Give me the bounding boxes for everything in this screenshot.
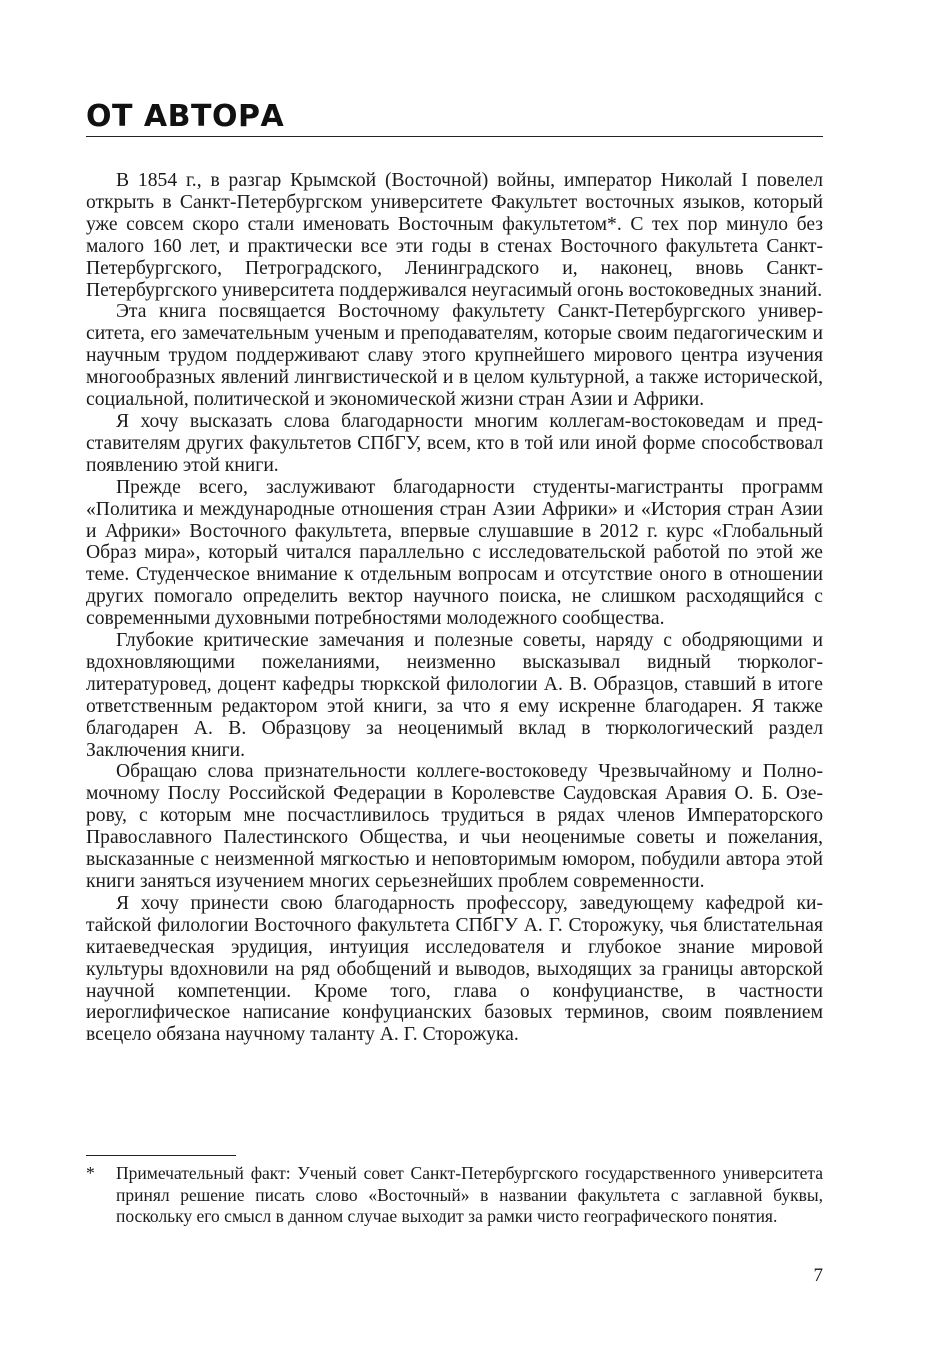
page-title: ОТ АВТОРА [86,99,285,134]
footnote-divider [86,1155,236,1156]
page-number: 7 [813,1265,823,1286]
title-divider [86,136,823,137]
paragraph: Я хочу высказать слова благодарности многим коллегам-востоковедам и представителям других факультетов СПбГУ, всем, кто в той или иной форме способствовал появлению этой книги. [86,410,823,476]
main-text [86,170,823,1046]
paragraph: Эта книга посвящается Восточному факультету Санкт-Петербургского университета, его замечательным ученым и преподавателям, которые своим педагогическим и научным трудом поддерживают славу этого крупнейшего мирового центра изучения многообразных явлений лингвистической и в целом культурной, а также исторической, социальной, политической и экономической жизни стран Азии и Африки. [86,301,823,411]
footnote-text: Примечательный факт: Ученый совет Санкт-Петербургского государственного университета принял решение писать слово «Восточный» в названии факультета с заглавной буквы, поскольку его смысл в данном случае выходит за рамки чисто географического понятия. [116,1163,823,1227]
paragraph: Обращаю слова признательности коллеге-востоковеду Чрезвычайному и Полномочному Послу Российской Федерации в Королевстве Саудовская Аравия О. Б. Озерову, с которым мне посчастливилось трудиться в рядах членов Императорского Православного Палестинского Общества, и чьи неоценимые советы и пожелания, высказанные с неизменной мягкостью и неповторимым юмором, побудили автора этой книги заняться изучением многих серьезнейших проблем современности. [86,761,823,892]
paragraph: Глубокие критические замечания и полезные советы, наряду с ободряющими и вдохновляющими пожеланиями, неизменно высказывал видный тюрколог-литературовед, доцент кафедры тюркской филологии А. В. Образцов, ставший в итоге ответственным редактором этой книги, за что я ему искренне благодарен. Я также благодарен А. В. Образцову за неоценимый вклад в тюркологический раздел Заключения книги. [86,630,823,761]
paragraph: В 1854 г., в разгар Крымской (Восточной) войны, император Николай I повелел открыть в Санкт-Петербургском университете Факультет восточных языков, который уже совсем скоро стали именовать Восточным факультетом*. С тех пор минуло без малого 160 лет, и практически все эти годы в стенах Восточного факультета Санкт-Петербургского, Петроградского, Ленинградского и, наконец, вновь Санкт-Петербургского университета поддерживался неугасимый огонь востоковедных знаний. [86,170,823,301]
paragraph: Я хочу принести свою благодарность профессору, заведующему кафедрой китайской филологии Восточного факультета СПбГУ А. Г. Сторожуку, чья блистательная китаеведческая эрудиция, интуиция исследователя и глубокое знание мировой культуры вдохновили на ряд обобщений и выводов, выходящих за границы авторской научной компетенции. Кроме того, глава о конфуцианстве, в частности иероглифическое написание конфуцианских базовых терминов, своим появлением всецело обязана научному таланту А. Г. Сторожука. [86,892,823,1046]
footnote [86,1163,823,1228]
footnote-mark: * [86,1163,95,1183]
book-page [86,0,823,1346]
paragraph: Прежде всего, заслуживают благодарности студенты-магистранты программ «Политика и международные отношения стран Азии Африки» и «История стран Азии и Африки» Восточного факультета, впервые слушавшие в 2012 г. курс «Глобальный Образ мира», который читался параллельно с исследовательской работой по этой же теме. Студенческое внимание к отдельным вопросам и отсутствие оного в отношении других помогало определить вектор научного поиска, не слишком расходящийся с современными духовными потребностями молодежного сообщества. [86,476,823,630]
